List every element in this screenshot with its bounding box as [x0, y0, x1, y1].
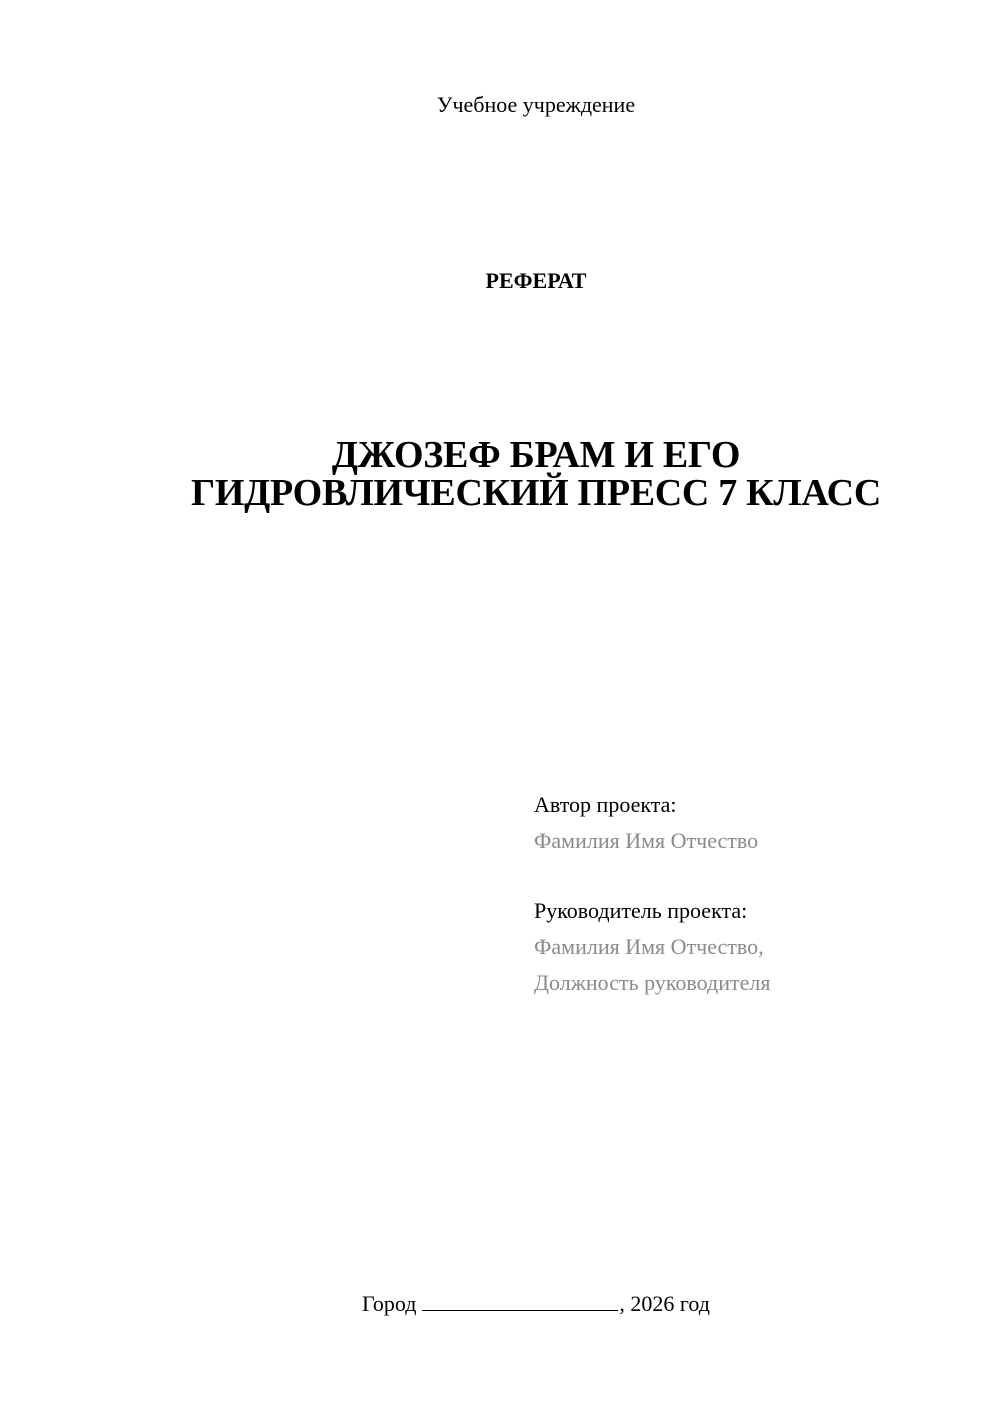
city-year-line	[0, 1289, 1000, 1319]
supervisor-label: Руководитель проекта:	[534, 898, 748, 923]
supervisor-name: Фамилия Имя Отчество,	[534, 934, 764, 959]
institution-name: Учебное учреждение	[436, 92, 636, 117]
author-label: Автор проекта:	[534, 792, 677, 817]
project-info	[534, 787, 974, 1001]
year-text: , 2026 год	[619, 1291, 710, 1316]
author-name: Фамилия Имя Отчество	[534, 828, 759, 853]
block-spacer	[534, 859, 974, 893]
city-blank-line	[422, 1290, 618, 1311]
document-type: РЕФЕРАТ	[485, 268, 587, 293]
city-label: Город	[362, 1291, 417, 1316]
document-title	[150, 436, 922, 512]
supervisor-position: Должность руководителя	[534, 970, 771, 995]
title-line-2: ГИДРОВЛИЧЕСКИЙ ПРЕСС 7 КЛАСС	[191, 472, 881, 514]
title-line-1: ДЖОЗЕФ БРАМ И ЕГО	[331, 434, 741, 476]
